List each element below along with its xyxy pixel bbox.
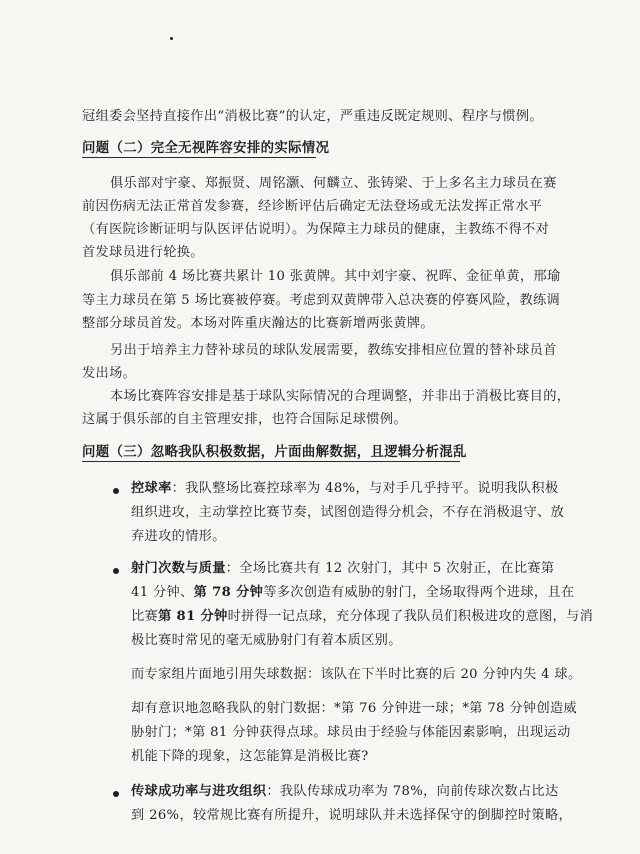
bullet-line <box>131 480 559 498</box>
paragraph-line: 却有意识地忽略我队的射门数据：*第 76 分钟进一球；*第 78 分钟创造威 <box>131 701 578 716</box>
bullet-dot <box>113 791 119 797</box>
paragraph-line: 弃进攻的情形。 <box>131 529 226 544</box>
paragraph-line: 到 26%，较常规比赛有所提升，说明球队并未选择保守的倒脚控时策略， <box>131 808 573 823</box>
paragraph-line <box>131 584 575 602</box>
paragraph-line: 胁射门；*第 81 分钟获得点球。球员由于经验与体能因素影响，出现运动 <box>131 725 571 740</box>
paragraph-line: 俱乐部对宇豪、郑振贤、周铭灏、何麟立、张铸梁、于上多名主力球员在赛 <box>110 176 557 191</box>
emphasis-run: 第 81 分钟 <box>158 609 228 624</box>
bullet-label: 传球成功率与进攻组织 <box>131 784 267 799</box>
paragraph-line: 机能下降的现象，这怎能算是消极比赛? <box>131 749 369 764</box>
paragraph-line: 而专家组片面地引用失球数据：该队在下半时比赛的后 20 分钟内失 4 球。 <box>131 667 582 682</box>
paragraph-line: 整部分球员首发。本场对阵重庆瀚达的比赛新增两张黄牌。 <box>82 316 434 331</box>
section-heading-2: 问题（二）完全无视阵容安排的实际情况 <box>82 140 330 156</box>
paragraph-line: 首发球员进行轮换。 <box>82 245 204 260</box>
scan-speck <box>170 37 173 40</box>
paragraph-line: 另出于培养主力替补球员的球队发展需要，教练安排相应位置的替补球员首 <box>110 343 557 358</box>
paragraph-line: 前因伤病无法正常首发参赛，经诊断评估后确定无法登场或无法发挥正常水平 <box>82 199 543 214</box>
text-run: 41 分钟、 <box>131 585 194 600</box>
paragraph-line: 这属于俱乐部的自主管理安排，也符合国际足球惯例。 <box>82 412 407 427</box>
text-run: 时拼得一记点球，充分体现了我队员们积极进攻的意图，与消 <box>227 609 594 624</box>
text-run: 等多次创造有威胁的射门，全场取得两个进球，且在 <box>263 585 575 600</box>
text-run: 比赛 <box>131 609 159 624</box>
paragraph-line: （有医院诊断证明与队医评估说明）。为保障主力球员的健康，主教练不得不对 <box>82 222 550 237</box>
emphasis-run: 第 78 分钟 <box>193 585 264 600</box>
bullet-text: ：我队整场比赛控球率为 48%，与对手几乎持平。说明我队积极 <box>171 481 559 496</box>
bullet-label: 射门次数与质量 <box>131 561 226 576</box>
paragraph-line <box>131 608 593 626</box>
bullet-dot <box>113 568 119 574</box>
heading-underline <box>82 461 460 462</box>
section-heading-3: 问题（三）忽略我队积极数据，片面曲解数据，且逻辑分析混乱 <box>82 444 467 460</box>
paragraph-line: 本场比赛阵容安排是基于球队实际情况的合理调整，并非出于消极比赛目的， <box>110 389 571 404</box>
paragraph-line: 组织进攻，主动掌控比赛节奏，试图创造得分机会，不存在消极退守、放 <box>131 505 565 520</box>
bullet-line <box>131 560 554 578</box>
intro-line: 冠组委会坚持直接作出“消极比赛”的认定，严重违反既定规则、程序与惯例。 <box>82 109 543 124</box>
bullet-dot <box>113 488 119 494</box>
bullet-line <box>131 783 559 801</box>
bullet-label: 控球率 <box>131 481 172 496</box>
bullet-text: ：我队传球成功率为 78%，向前传球次数占比达 <box>266 784 559 799</box>
bullet-text: ：全场比赛共有 12 次射门，其中 5 次射正，在比赛第 <box>225 561 555 576</box>
paragraph-line: 发出场。 <box>82 366 137 381</box>
paragraph-line: 俱乐部前 4 场比赛共累计 10 张黄牌。其中刘宇豪、祝晖、金征单黄，邢瑜 <box>110 269 561 284</box>
heading-underline <box>82 157 316 158</box>
paragraph-line: 等主力球员在第 5 场比赛被停赛。考虑到双黄牌带入总决赛的停赛风险，教练调 <box>82 293 561 308</box>
paragraph-line: 极比赛时常见的毫无威胁射门有着本质区别。 <box>131 633 402 648</box>
